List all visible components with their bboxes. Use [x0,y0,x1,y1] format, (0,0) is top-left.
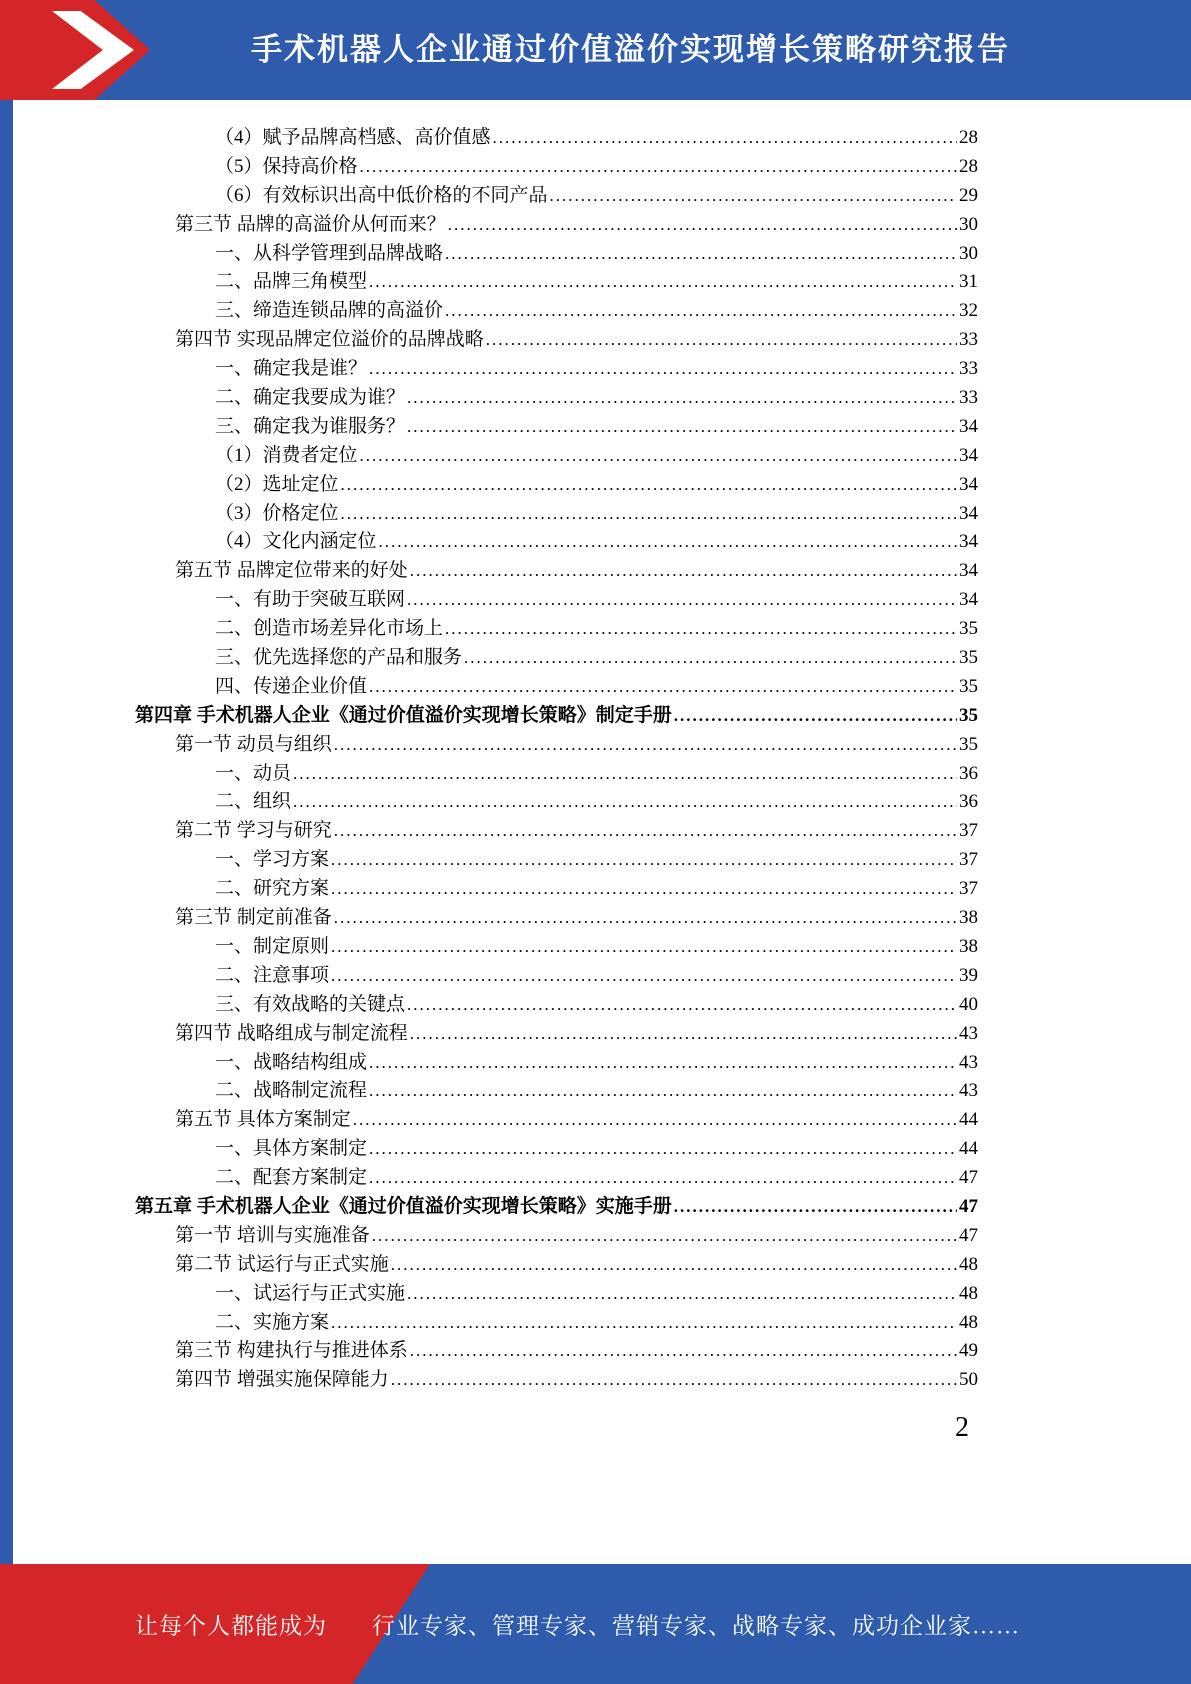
toc-dots-leader [293,760,957,789]
toc-page-number: 48 [959,1282,978,1304]
toc-dots-leader [331,875,957,904]
toc-entry-text: 一、制定原则 [215,935,330,957]
toc-dots-leader [410,1020,957,1049]
toc-page-number: 34 [959,473,978,495]
toc-page-number: 47 [959,1224,978,1246]
toc-dots-leader [445,297,957,326]
toc-page-number: 35 [959,675,978,697]
toc-entry[interactable] [135,355,978,384]
toc-page-number: 34 [959,589,978,611]
toc-entry-text: 一、试运行与正式实施 [215,1282,406,1304]
toc-entry[interactable] [135,817,978,846]
toc-entry-text: 第一节 动员与组织 [175,733,332,755]
toc-entry[interactable] [135,962,978,991]
toc-page-number: 30 [959,213,978,235]
toc-entry-text: 二、注意事项 [215,964,330,986]
toc-entry-text: 二、组织 [215,791,292,813]
toc-page-number: 37 [959,878,978,900]
toc-dots-leader [410,557,957,586]
toc-page-number: 30 [959,242,978,264]
toc-dots-leader [369,1164,957,1193]
toc-entry[interactable] [135,1077,978,1106]
toc-page-number: 34 [959,415,978,437]
toc-dots-leader [493,124,957,153]
toc-page-number: 34 [959,560,978,582]
toc-dots-leader [407,991,957,1020]
toc-entry[interactable] [135,702,978,731]
toc-page-number: 36 [959,762,978,784]
toc-entry[interactable] [135,644,978,673]
toc-entry-text: （2）选址定位 [215,473,339,495]
toc-page-number: 34 [959,444,978,466]
toc-entry[interactable] [135,153,978,182]
toc-page-number: 34 [959,502,978,524]
toc-page-number: 47 [959,1167,978,1189]
toc-entry[interactable] [135,413,978,442]
toc-entry-text: 一、动员 [215,762,292,784]
toc-dots-leader [369,355,957,384]
toc-page-number: 35 [959,647,978,669]
toc-entry-text: 第二节 试运行与正式实施 [175,1253,389,1275]
toc-entry[interactable] [135,557,978,586]
toc-entry-text: 一、从科学管理到品牌战略 [215,242,444,264]
report-title: 手术机器人企业通过价值溢价实现增长策略研究报告 [251,32,1010,67]
toc-entry-text: 二、品牌三角模型 [215,271,368,293]
toc-entry[interactable] [135,1106,978,1135]
toc-entry[interactable] [135,933,978,962]
toc-dots-leader [369,1049,957,1078]
toc-entry-text: （5）保持高价格 [215,155,358,177]
toc-entry-text: 三、确定我为谁服务？ [215,415,406,437]
toc-entry[interactable] [135,442,978,471]
toc-entry-text: 二、研究方案 [215,878,330,900]
toc-page-number: 38 [959,907,978,929]
toc-entry-text: 一、有助于突破互联网 [215,589,406,611]
toc-entry[interactable] [135,1280,978,1309]
toc-dots-leader [391,1366,957,1395]
toc-dots-leader [369,1135,957,1164]
toc-dots-leader [341,471,957,500]
toc-entry[interactable] [135,760,978,789]
toc-dots-leader [445,240,957,269]
toc-page-number: 43 [959,1051,978,1073]
toc-entry[interactable] [135,211,978,240]
toc-page-number: 38 [959,935,978,957]
toc-page-number: 33 [959,329,978,351]
toc-dots-leader [550,182,957,211]
toc-entry[interactable] [135,384,978,413]
toc-dots-leader [331,1309,957,1338]
toc-entry[interactable] [135,788,978,817]
toc-entry[interactable] [135,268,978,297]
toc-entry[interactable] [135,1309,978,1338]
toc-dots-leader [410,1337,957,1366]
toc-entry-text: 第四节 战略组成与制定流程 [175,1022,408,1044]
toc-entry[interactable] [135,1164,978,1193]
toc-entry[interactable] [135,297,978,326]
toc-entry[interactable] [135,1222,978,1251]
toc-dots-leader [334,817,957,846]
toc-entry-text: 二、确定我要成为谁？ [215,387,406,409]
toc-dots-leader [369,1077,957,1106]
toc-dots-leader [407,384,957,413]
toc-dots-leader [293,788,957,817]
toc-entry-text: （4）赋予品牌高档感、高价值感 [215,127,491,148]
toc-entry-text: 四、传递企业价值 [215,675,368,697]
toc-entry-text: 一、确定我是谁？ [215,358,368,380]
toc-dots-leader [407,1280,957,1309]
toc-entry[interactable] [135,1337,978,1366]
toc-page-number: 44 [959,1109,978,1131]
toc-dots-leader [391,1251,957,1280]
toc-dots-leader [341,500,957,529]
toc-page-number: 43 [959,1080,978,1102]
footer-banner [0,1564,1191,1684]
toc-entry[interactable] [135,326,978,355]
toc-page-number: 49 [959,1340,978,1362]
toc-entry-text: 第四节 实现品牌定位溢价的品牌战略 [175,329,484,351]
toc-dots-leader [379,528,957,557]
toc-entry-text: 一、战略结构组成 [215,1051,368,1073]
toc-entry-text: 三、缔造连锁品牌的高溢价 [215,300,444,322]
table-of-contents [135,124,978,1395]
toc-entry-text: 一、具体方案制定 [215,1138,368,1160]
toc-dots-leader [674,702,957,731]
toc-entry[interactable] [135,1193,978,1222]
toc-page-number: 37 [959,849,978,871]
toc-page-number: 44 [959,1138,978,1160]
toc-dots-leader [445,615,957,644]
toc-entry-text: 一、学习方案 [215,849,330,871]
toc-dots-leader [360,153,957,182]
toc-page-number: 32 [959,300,978,322]
toc-page-number: 35 [959,618,978,640]
toc-entry-text: 第四章 手术机器人企业《通过价值溢价实现增长策略》制定手册 [135,704,672,726]
toc-entry[interactable] [135,673,978,702]
toc-page-number: 33 [959,358,978,380]
toc-page-number: 35 [959,704,978,726]
toc-dots-leader [360,442,957,471]
footer-slogan-left: 让每个人都能成为 [135,1613,327,1639]
toc-dots-leader [334,731,957,760]
toc-entry-text: （1）消费者定位 [215,444,358,466]
toc-entry-text: 第二节 学习与研究 [175,820,332,842]
toc-entry-text: （6）有效标识出高中低价格的不同产品 [215,184,548,206]
toc-entry[interactable] [135,528,978,557]
toc-page-number: 40 [959,993,978,1015]
toc-entry[interactable] [135,1049,978,1078]
toc-page-number: 28 [959,155,978,177]
toc-page-number: 31 [959,271,978,293]
header-banner [0,0,1191,100]
toc-dots-leader [353,1106,957,1135]
toc-page-number: 37 [959,820,978,842]
toc-dots-leader [464,644,957,673]
toc-entry-text: 第四节 增强实施保障能力 [175,1369,389,1391]
toc-page-number: 48 [959,1253,978,1275]
toc-dots-leader [331,933,957,962]
toc-entry-text: 三、优先选择您的产品和服务 [215,647,463,669]
toc-page-number: 28 [959,127,978,148]
toc-entry[interactable] [135,846,978,875]
toc-entry[interactable] [135,124,978,153]
toc-page-number: 50 [959,1369,978,1391]
toc-entry-text: 第三节 构建执行与推进体系 [175,1340,408,1362]
toc-entry[interactable] [135,1020,978,1049]
toc-entry-text: 第一节 培训与实施准备 [175,1224,370,1246]
toc-page-number: 33 [959,387,978,409]
toc-dots-leader [334,904,957,933]
toc-entry[interactable] [135,904,978,933]
toc-entry[interactable] [135,500,978,529]
toc-entry[interactable] [135,731,978,760]
left-edge-decoration [0,100,13,1564]
toc-entry[interactable] [135,875,978,904]
toc-page-number: 36 [959,791,978,813]
toc-page-number: 29 [959,184,978,206]
toc-entry[interactable] [135,586,978,615]
toc-entry-text: 第五节 品牌定位带来的好处 [175,560,408,582]
toc-entry-text: 二、战略制定流程 [215,1080,368,1102]
toc-entry-text: （4）文化内涵定位 [215,531,377,553]
toc-entry-text: 二、配套方案制定 [215,1167,368,1189]
toc-dots-leader [331,962,957,991]
toc-entry-text: 第三节 制定前准备 [175,907,332,929]
toc-dots-leader [448,211,957,240]
toc-dots-leader [486,326,957,355]
toc-page-number: 48 [959,1311,978,1333]
toc-entry-text: 第五节 具体方案制定 [175,1109,351,1131]
toc-entry[interactable] [135,182,978,211]
toc-entry[interactable] [135,615,978,644]
toc-dots-leader [407,413,957,442]
toc-page-number: 35 [959,733,978,755]
toc-entry-text: 第三节 品牌的高溢价从何而来？ [175,213,446,235]
footer-slogan-right: 行业专家、管理专家、营销专家、战略专家、成功企业家…… [372,1613,1020,1639]
toc-entry[interactable] [135,1135,978,1164]
toc-page-number: 43 [959,1022,978,1044]
toc-dots-leader [407,586,957,615]
toc-entry[interactable] [135,991,978,1020]
toc-entry-text: （3）价格定位 [215,502,339,524]
toc-entry-text: 第五章 手术机器人企业《通过价值溢价实现增长策略》实施手册 [135,1195,672,1217]
page-number: 2 [955,1412,969,1443]
toc-dots-leader [369,673,957,702]
toc-page-number: 47 [959,1195,978,1217]
toc-entry-text: 二、实施方案 [215,1311,330,1333]
toc-entry-text: 二、创造市场差异化市场上 [215,618,444,640]
toc-dots-leader [331,846,957,875]
toc-entry[interactable] [135,1366,978,1395]
toc-page-number: 34 [959,531,978,553]
toc-entry[interactable] [135,471,978,500]
toc-entry[interactable] [135,240,978,269]
toc-entry[interactable] [135,1251,978,1280]
toc-dots-leader [674,1193,957,1222]
toc-page-number: 39 [959,964,978,986]
toc-dots-leader [369,268,957,297]
toc-entry-text: 三、有效战略的关键点 [215,993,406,1015]
toc-dots-leader [372,1222,957,1251]
